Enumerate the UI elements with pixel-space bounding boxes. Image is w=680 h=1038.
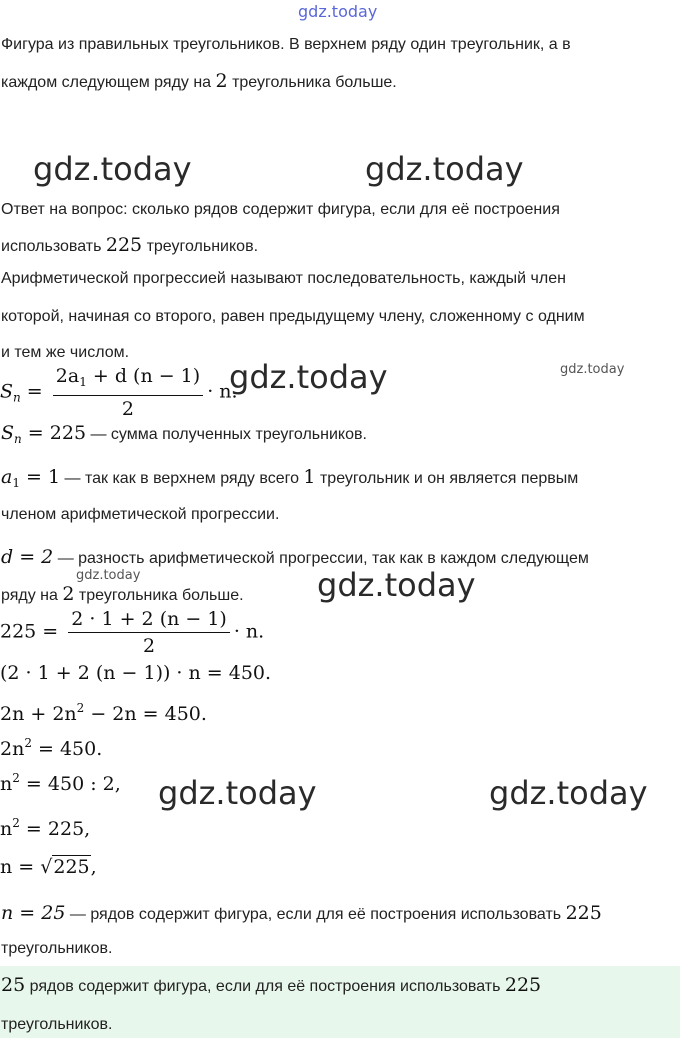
watermark: gdz.today <box>229 358 388 396</box>
answer-line-1: 25 рядов содержит фигура, если для её построения использовать 225 <box>1 974 542 996</box>
sum-formula-fraction: $\frac{2a_1 + d (n - 1)}{2}$ <box>53 365 203 420</box>
step-1: 225 = $\frac{2 \cdot 1 + 2 (n - 1)}{2}$ · n. <box>0 608 265 657</box>
step-5: $n^2 = 450$ : 2, <box>0 771 121 795</box>
step-2: (2 · 1 + 2 (n − 1)) · n = 450. <box>0 662 272 684</box>
step-7: n = √225, <box>0 856 97 878</box>
step-1-fraction: $\frac{2 \cdot 1 + 2 (n - 1)}{2}$ <box>68 608 230 657</box>
result-line-2: треугольников. <box>1 940 113 957</box>
watermark: gdz.today <box>76 568 141 583</box>
watermark: gdz.today <box>489 774 648 812</box>
definition-line-2: которой, начиная со второго, равен предыдущему члену, сложенному с одним <box>1 308 585 325</box>
a1-line-2: членом арифметической прогрессии. <box>1 506 280 523</box>
result-line-1: n = 25 — рядов содержит фигура, если для её построения использовать 225 <box>1 902 602 924</box>
question-line-1: Ответ на вопрос: сколько рядов содержит фигура, если для её построения <box>1 201 560 218</box>
definition-line-3: и тем же числом. <box>1 344 130 361</box>
intro-line-2: каждом следующем ряду на 2 треугольника больше. <box>1 70 397 92</box>
watermark: gdz.today <box>317 566 476 604</box>
watermark-top: gdz.today <box>298 2 378 21</box>
d-line-2: ряду на 2 треугольника больше. <box>1 583 244 605</box>
a1-line-1: $a_1 = 1$ — так как в верхнем ряду всего 1 треугольник и он является первым <box>1 466 579 490</box>
d-line-1: d = 2 — разность арифметической прогрессии, так как в каждом следующем <box>1 546 589 568</box>
sn-line: $S_n = 225$ — сумма полученных треугольников. <box>1 422 367 446</box>
question-line-2: использовать 225 треугольников. <box>1 234 259 256</box>
watermark: gdz.today <box>365 150 524 188</box>
step-6: $n^2 = 225$, <box>0 816 91 840</box>
answer-line-2: треугольников. <box>1 1016 113 1033</box>
sqrt-sign: √ <box>40 856 53 878</box>
step-3: $2n + 2n^2 - 2n = 450$. <box>0 701 207 725</box>
watermark: gdz.today <box>560 362 625 377</box>
step-4: $2n^2 = 450$. <box>0 736 103 760</box>
watermark: gdz.today <box>158 774 317 812</box>
intro-line-1: Фигура из правильных треугольников. В верхнем ряду один треугольник, а в <box>1 36 571 53</box>
answer-box <box>0 966 680 1038</box>
definition-line-1: Арифметической прогрессией называют последовательность, каждый член <box>1 270 566 287</box>
watermark: gdz.today <box>33 150 192 188</box>
sum-formula: $S_n$ = $\frac{2a_1 + d (n - 1)}{2}$ · n. <box>0 365 238 420</box>
